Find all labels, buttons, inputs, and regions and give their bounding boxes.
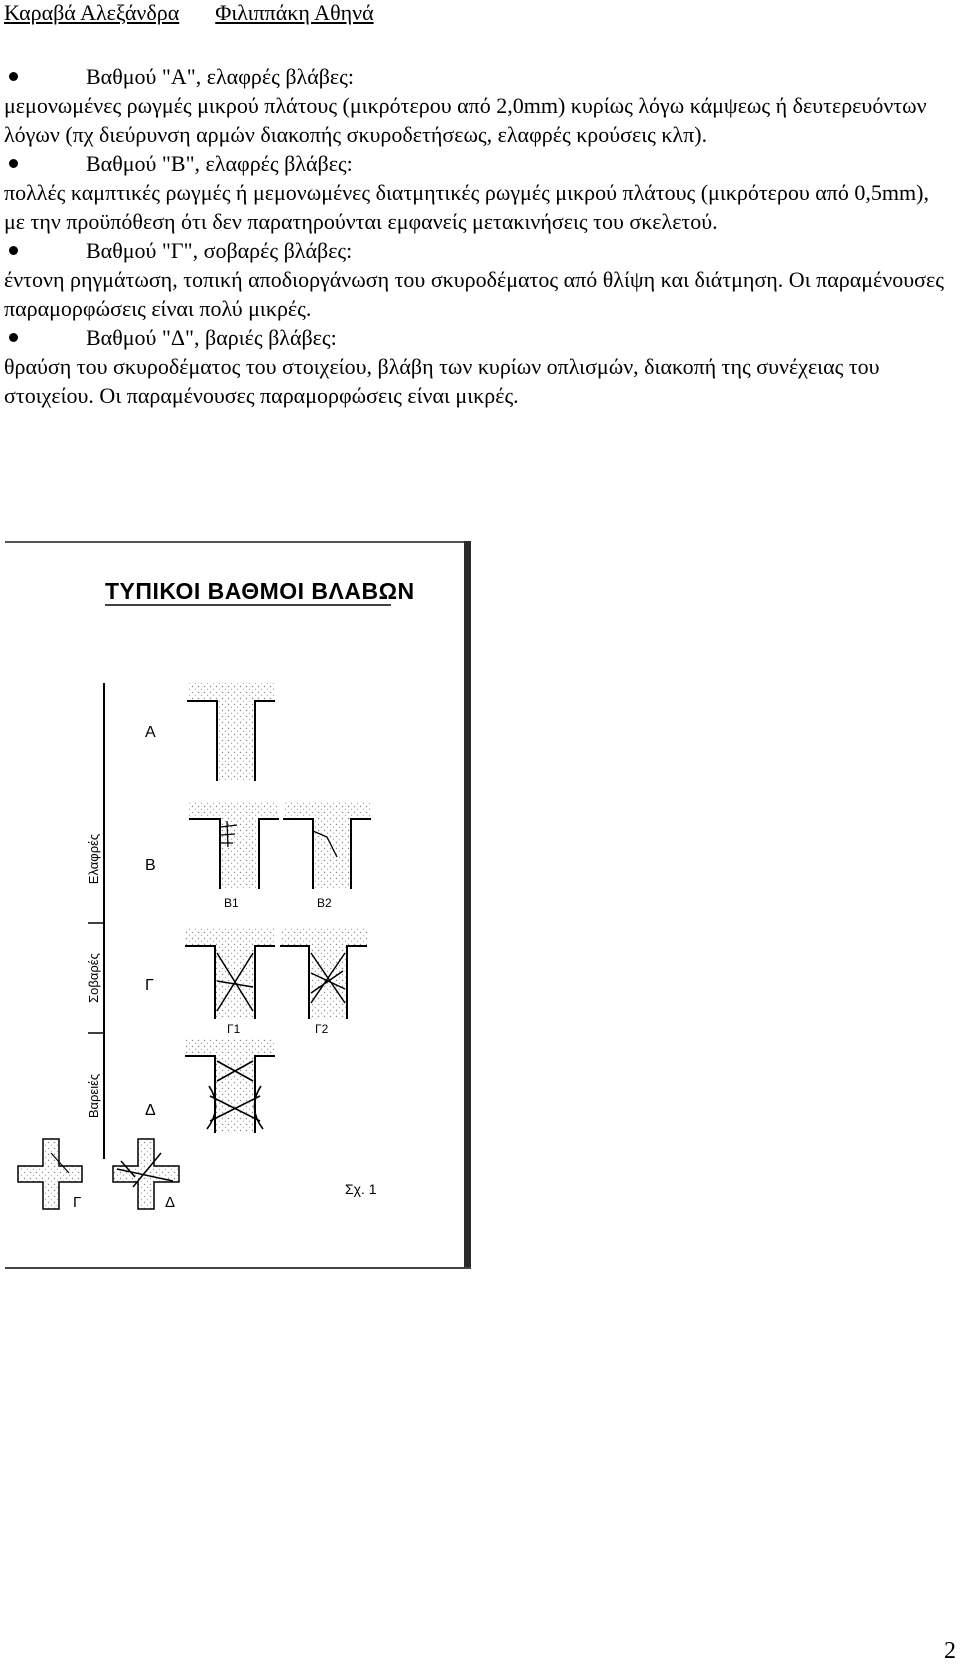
figure-caption: Σχ. 1 xyxy=(345,1181,377,1197)
bullet-icon xyxy=(9,246,18,255)
grade-description: θραύση του σκυροδέματος του στοιχείου, βλάβη των κυρίων οπλισμών, διακοπή της συνέχειας του στοιχείου. Οι παραμένουσες παραμορφώσεις είναι μικρές. xyxy=(4,354,880,408)
side-label-light: Ελαφρές xyxy=(86,833,101,885)
row-label-d: Δ xyxy=(145,1102,156,1119)
author-name-1: Καραβά Αλεξάνδρα xyxy=(4,0,180,25)
sub-label-g1: Γ1 xyxy=(227,1022,241,1036)
grade-heading: Βαθμού "Β", ελαφρές βλάβες: xyxy=(86,151,353,176)
scan-edge xyxy=(464,541,471,1269)
side-label-serious: Σοβαρές xyxy=(86,953,101,1003)
cross-label-g: Γ xyxy=(73,1194,82,1211)
damage-grades-figure xyxy=(5,541,471,1269)
grade-heading: Βαθμού "Α", ελαφρές βλάβες: xyxy=(86,64,354,89)
bullet-icon xyxy=(9,333,18,342)
bullet-icon xyxy=(9,72,18,81)
header-authors xyxy=(4,0,374,26)
grade-description: έντονη ρηγμάτωση, τοπική αποδιοργάνωση του σκυροδέματος από θλίψη και διάτμηση. Οι παραμένουσες παραμορφώσεις είναι πολύ μικρές. xyxy=(4,267,944,321)
page-number: 2 xyxy=(944,1638,956,1664)
grade-item-d xyxy=(4,323,954,410)
sub-label-g2: Γ2 xyxy=(315,1022,329,1036)
grade-heading: Βαθμού "Γ", σοβαρές βλάβες: xyxy=(86,238,353,263)
row-label-b: Β xyxy=(145,857,156,874)
damage-grade-list xyxy=(4,62,954,410)
figure-title: ΤΥΠΙΚΟΙ ΒΑΘΜΟΙ ΒΛΑΒΩΝ xyxy=(105,578,415,604)
grade-description: πολλές καμπτικές ρωγμές ή μεμονωμένες διατμητικές ρωγμές μικρού πλάτους (μικρότερου από 0,5mm), με την προϋπόθεση ότι δεν παρατηρούνται εμφανείς μετακινήσεις του σκελετού. xyxy=(4,180,929,234)
sub-label-b1: Β1 xyxy=(224,896,239,910)
grade-heading: Βαθμού "Δ", βαριές βλάβες: xyxy=(86,325,337,350)
author-name-2: Φιλιππάκη Αθηνά xyxy=(215,0,374,25)
row-label-a: Α xyxy=(145,724,156,741)
grade-item-b xyxy=(4,149,954,236)
side-label-heavy: Βαρειές xyxy=(86,1073,101,1119)
cross-label-d: Δ xyxy=(165,1194,176,1211)
sub-label-b2: Β2 xyxy=(317,896,332,910)
row-label-g: Γ xyxy=(145,977,154,994)
damage-grades-drawing xyxy=(5,541,471,1269)
grade-item-g xyxy=(4,236,954,323)
grade-item-a xyxy=(4,62,954,149)
grade-description: μεμονωμένες ρωγμές μικρού πλάτους (μικρότερου από 2,0mm) κυρίως λόγω κάμψεως ή δευτερευόντων λόγων (πχ διεύρυνση αρμών διακοπής σκυροδετήσεως, ελαφρές κρούσεις κλπ). xyxy=(4,93,927,147)
bullet-icon xyxy=(9,159,18,168)
